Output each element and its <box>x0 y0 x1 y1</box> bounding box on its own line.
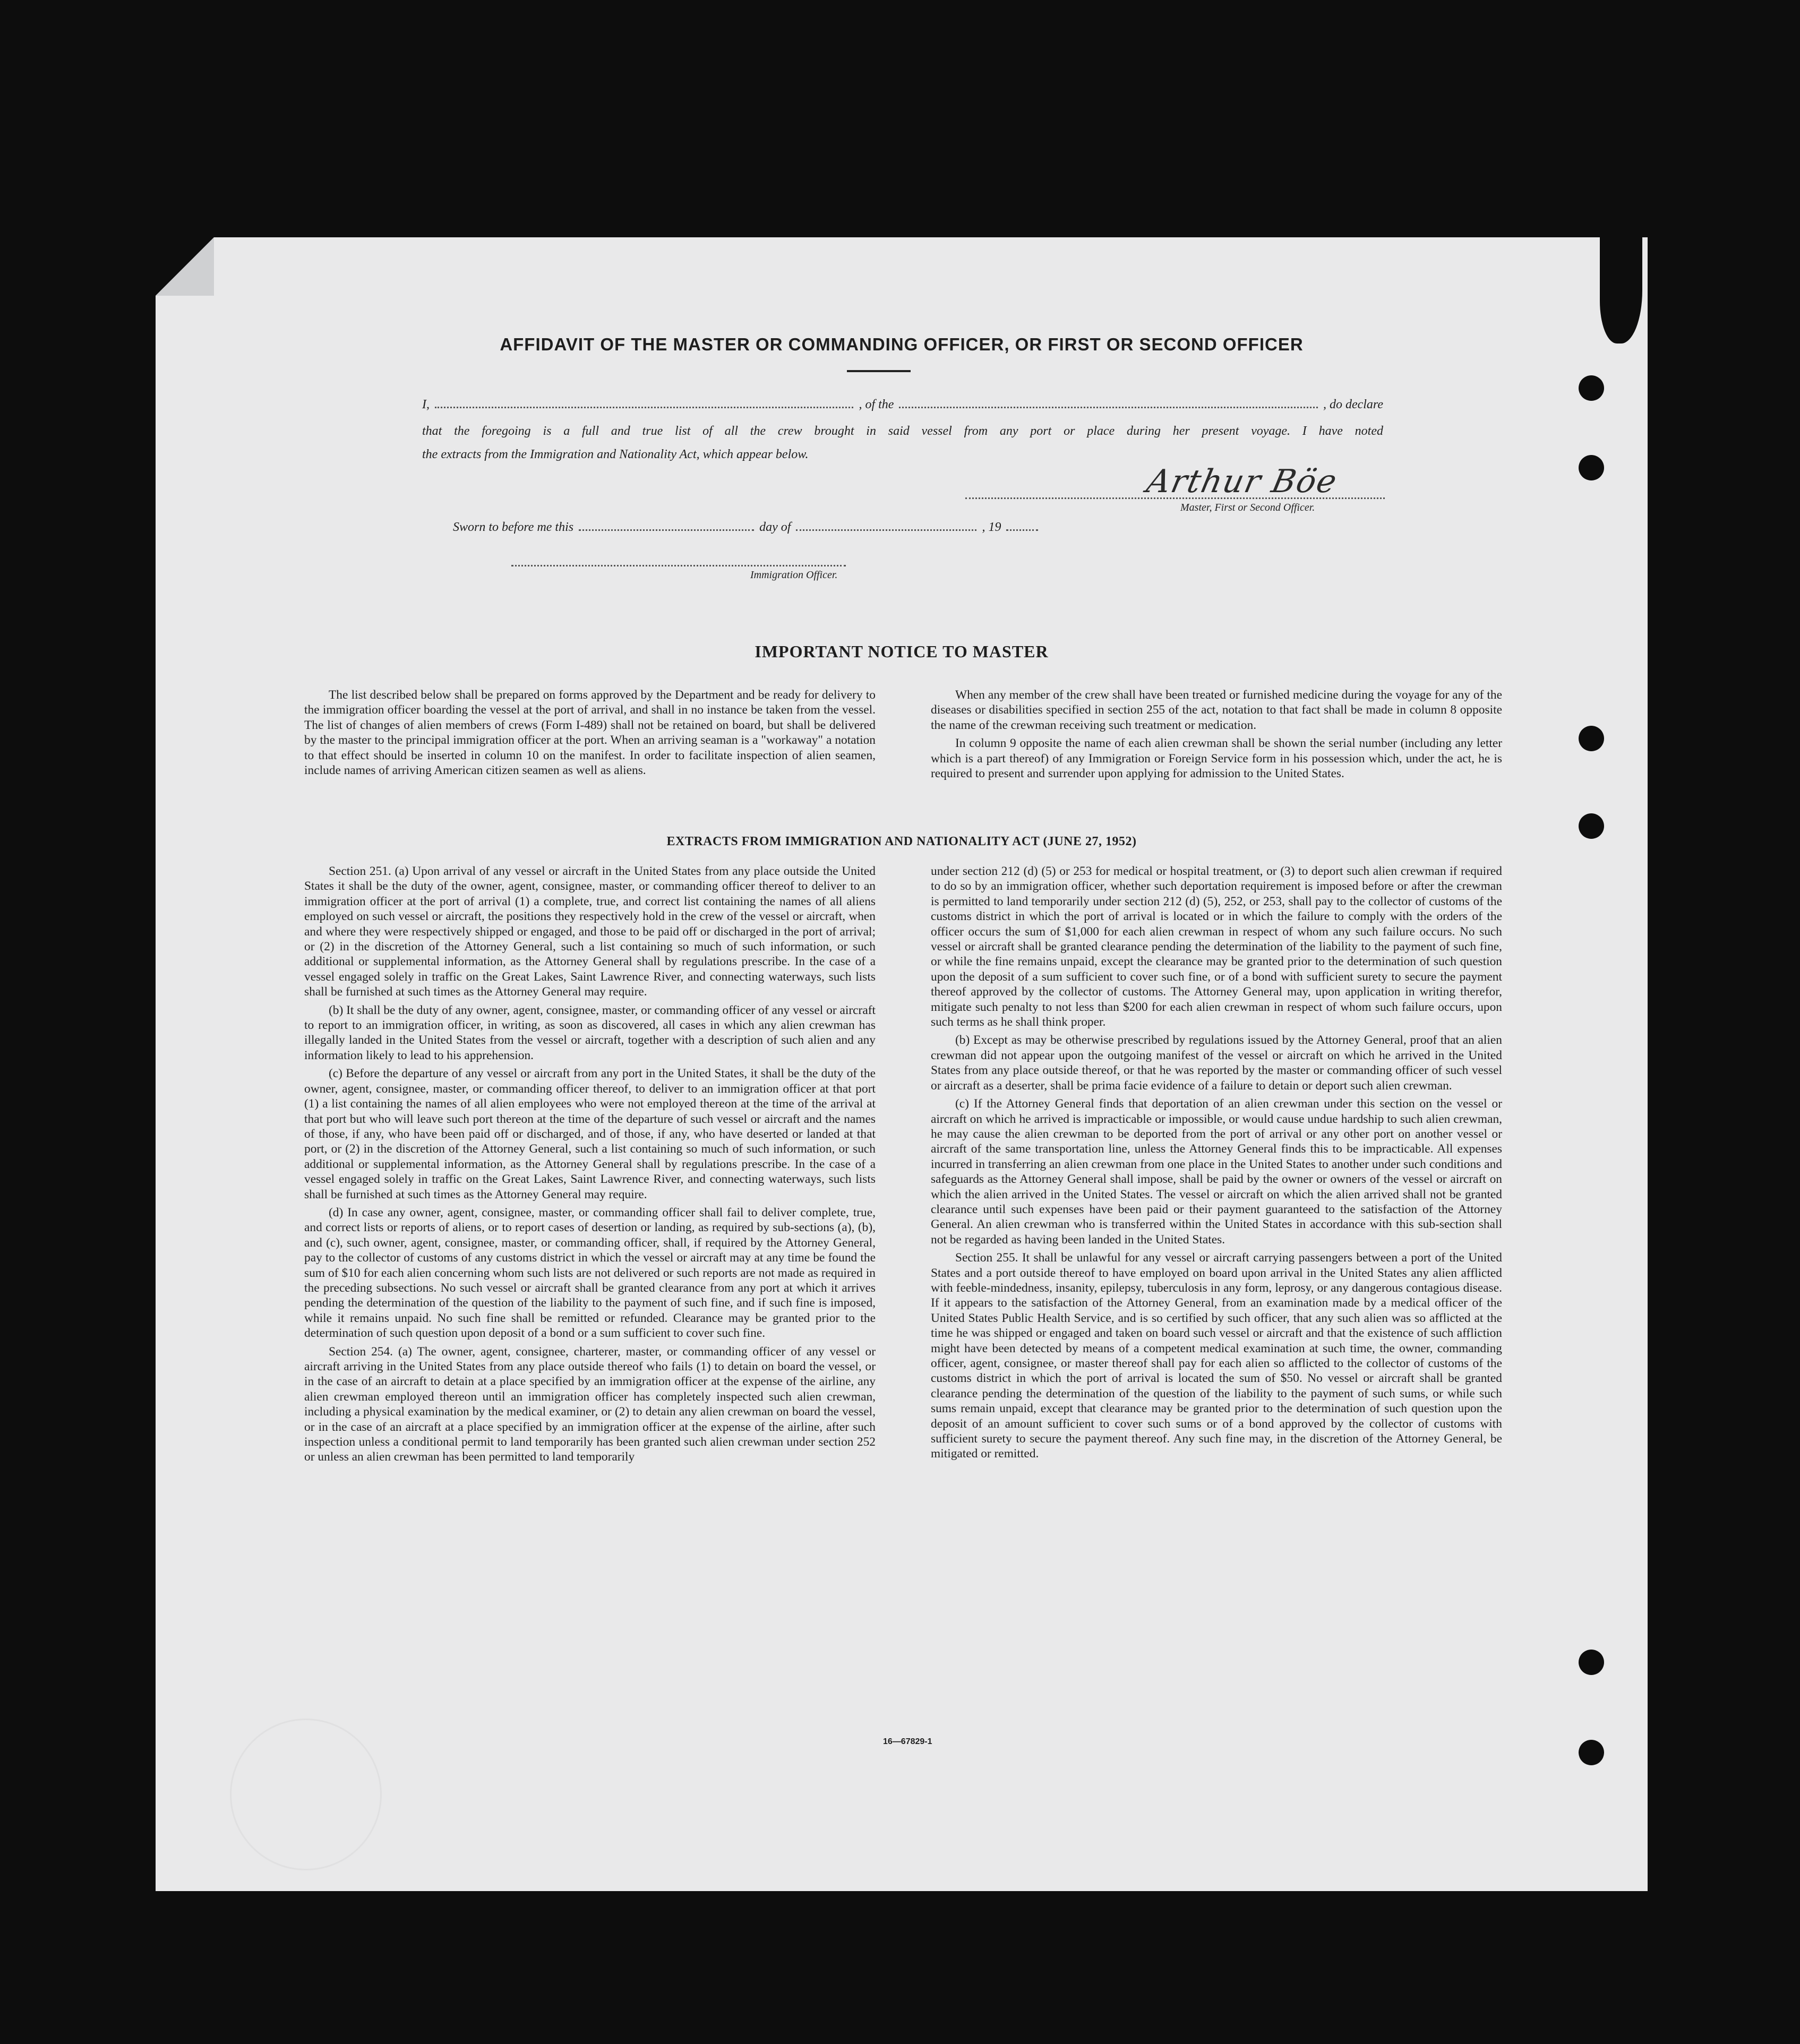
punch-hole-icon <box>1579 1650 1604 1675</box>
torn-edge <box>1600 237 1642 343</box>
title-divider <box>847 370 911 372</box>
do-declare-label: , do declare <box>1323 398 1384 411</box>
day-of-label: day of <box>759 520 791 534</box>
extract-paragraph: Section 255. It shall be unlawful for any vessel or aircraft carrying passengers between a port of the United States and a port outside thereof to have employed on board upon arrival in the United States any alien afflicted with feeble-mindedness, insanity, epilepsy, tuberculosis in any form, leprosy, or any dangerous contagious disease. If it appears to the satisfaction of the Attorney General, from an examination made by a medical officer of the United States Public Health Service, and is so certified by such officer, that any such alien was so afflicted at the time he was shipped or engaged and taken on board such vessel or aircraft and that the existence of such affliction might have been detected by means of a competent medical examination at such time, the owner, commanding officer, agent, consignee, or master thereof shall pay for each alien so afflicted to the collector of customs of the customs district in which the port of arrival is located the sum of $50. No vessel or aircraft shall be granted clearance pending the determination of the question of the liability to the payment of such sums, or while such sums remain unpaid, except that clearance may be granted prior to the determination of such question upon the deposit of an amount sufficient to cover such sums or of a bond approved by the collector of customs with sufficient surety to secure the payment thereof. Any such fine may, in the discretion of the Attorney General, be mitigated or remitted. <box>931 1251 1502 1461</box>
extract-paragraph: (b) Except as may be otherwise prescribed by regulations issued by the Attorney General, proof that an alien crewman did not appear upon the outgoing manifest of the vessel or aircraft on which he arrived in the United States from any place outside thereof, or that he was reported by the master or commanding officer of such vessel or aircraft as a deserter, shall be prima facie evidence of a failure to detain or deport such alien crewman. <box>931 1033 1502 1093</box>
affidavit-title: AFFIDAVIT OF THE MASTER OR COMMANDING OFFICER, OR FIRST OR SECOND OFFICER <box>500 334 1304 354</box>
punch-hole-icon <box>1579 455 1604 480</box>
extract-paragraph: (b) It shall be the duty of any owner, agent, consignee, master, or commanding officer of any vessel or aircraft to report to an immigration officer, in writing, as soon as discovered, all cases in which any alien crewman has illegally landed in the United States from the vessel or aircraft, together with a description of such alien and any information likely to lead to his apprehension. <box>304 1003 876 1062</box>
i-label: I, <box>422 398 430 411</box>
immigration-officer-line <box>511 565 846 566</box>
extracts-title: EXTRACTS FROM IMMIGRATION AND NATIONALITY ACT (JUNE 27, 1952) <box>666 835 1137 848</box>
year-label: , 19 <box>982 520 1001 534</box>
notice-left-column <box>304 688 876 778</box>
extracts-left-column <box>304 864 876 1465</box>
immigration-officer-caption: Immigration Officer. <box>750 569 838 581</box>
faint-stamp-icon <box>230 1719 382 1870</box>
month-blank[interactable] <box>796 529 976 531</box>
master-signature: Arthur Böe <box>1143 463 1341 500</box>
punch-hole-icon <box>1579 1740 1604 1765</box>
declaration-line-2: that the foregoing is a full and true list of all the crew brought in said vessel from any port or place during her present voyage. I have noted <box>422 424 1383 438</box>
notice-right-column <box>931 688 1502 781</box>
document-sheet <box>156 237 1648 1891</box>
day-blank[interactable] <box>579 529 754 531</box>
of-the-label: , of the <box>859 398 894 411</box>
sworn-label: Sworn to before me this <box>453 520 574 534</box>
vessel-blank[interactable] <box>899 407 1317 408</box>
extract-paragraph: Section 251. (a) Upon arrival of any vessel or aircraft in the United States from any place outside the United States it shall be the duty of the owner, agent, consignee, master, or commanding officer thereof to deliver to an immigration officer at the port of arrival (1) a complete, true, and correct list containing the names of all aliens employed on such vessel or aircraft, the positions they respectively hold in the crew of the vessel or aircraft, when and where they were respectively shipped or engaged, and those to be paid off or discharged in the port of arrival; or (2) in the discretion of the Attorney General, such a list containing so much of such information, or such additional or supplemental information, as the Attorney General shall by regulations prescribe. In the case of a vessel engaged solely in traffic on the Great Lakes, Saint Lawrence River, and connecting waterways, such lists shall be furnished at such times as the Attorney General may require. <box>304 864 876 999</box>
year-blank[interactable] <box>1006 529 1038 531</box>
punch-hole-icon <box>1579 726 1604 751</box>
declaration-line-1 <box>422 393 1383 416</box>
extract-paragraph: (d) In case any owner, agent, consignee, master, or commanding officer shall fail to deliver complete, true, and correct lists or reports of aliens, or to report cases of desertion or landing, as required by sub-sections (a), (b), and (c), such owner, agent, consignee, master, or commanding officer, shall, if required by the Attorney General, pay to the collector of customs of any customs district in which the vessel or aircraft may at any time be found the sum of $10 for each alien concerning whom such lists are not delivered or such reports are not made as required in the preceding subsections. No such vessel or aircraft shall be granted clearance from any port at which it arrives pending the determination of the question of the liability to the payment of such fine, and if such fine is imposed, while it remains unpaid. No such fine shall be remitted or refunded. Clearance may be granted prior to the determination of such question upon deposit of a bond or a sum sufficient to cover such fine. <box>304 1205 876 1341</box>
name-blank[interactable] <box>435 407 853 408</box>
declaration-line-3: the extracts from the Immigration and Nationality Act, which appear below. <box>422 448 809 461</box>
extract-paragraph: Section 254. (a) The owner, agent, consignee, charterer, master, or commanding officer of any vessel or aircraft arriving in the United States from any place outside thereof who fails (1) to detain on board the vessel, or in the case of an aircraft to detain at a place specified by an immigration officer at the expense of the airline, any alien crewman employed thereon until an immigration officer has completely inspected such alien crewman, including a physical examination by the medical examiner, or (2) to detain any alien crewman on board the vessel, or in the case of an aircraft at a place specified by an immigration officer at the expense of the airline, after such inspection unless a conditional permit to land temporarily has been granted such alien crewman under section 252 or unless an alien crewman has been permitted to land temporarily <box>304 1344 876 1464</box>
extract-paragraph: under section 212 (d) (5) or 253 for medical or hospital treatment, or (3) to deport such alien crewman if required to do so by an immigration officer, whether such deportation requirement is imposed before or after the crewman is permitted to land temporarily under section 212 (d) (5), 252, or 253, shall pay to the collector of customs of the customs district in which the port of arrival is located or in which the failure to comply with the orders of the officer occurs the sum of $1,000 for each alien crewman in respect of whom any such failure occurs. No such vessel or aircraft shall be granted clearance pending the determination of the liability to the payment of such fine, or while the fine remains unpaid, except the clearance may be granted prior to the determination of such question upon the deposit of a sum sufficient to cover such fine, or of a bond with sufficient surety to secure the payment thereof approved by the collector of customs. The Attorney General may, upon application in writing therefor, mitigate such penalty to not less than $200 for each alien crewman in respect of whom such failure occurs, upon such terms as he shall think proper. <box>931 864 1502 1029</box>
notice-paragraph: In column 9 opposite the name of each alien crewman shall be shown the serial number (including any letter which is a part thereof) of any Immigration or Foreign Service form in his possession which, under the act, he is required to present and surrender upon applying for admission to the United States. <box>931 736 1502 781</box>
sworn-line <box>453 520 1302 535</box>
notice-paragraph: The list described below shall be prepared on forms approved by the Department and be ready for delivery to the immigration officer boarding the vessel at the port of arrival, and shall in no instance be taken from the vessel. The list of changes of alien members of crews (Form I-489) shall not be retained on board, but shall be delivered by the master to the principal immigration officer at the port. When an arriving seaman is a "workaway" a notation to that effect should be inserted in column 10 on the manifest. In order to facilitate inspection of alien seamen, include names of arriving American citizen seamen as well as aliens. <box>304 688 876 778</box>
extract-paragraph: (c) If the Attorney General finds that deportation of an alien crewman under this section on the vessel or aircraft on which he arrived is impracticable or impossible, or would cause undue hardship to such alien crewman, he may cause the alien crewman to be deported from the port of arrival or any other port on another vessel or aircraft of the same transportation line, unless the Attorney General finds this to be impracticable. All expenses incurred in transferring an alien crewman from one place in the United States to another under such conditions and safeguards as the Attorney General shall impose, shall be paid by the owner or owners of the vessel or aircraft on which the alien arrived in the United States. The vessel or aircraft on which the alien arrived shall not be granted clearance until such expenses have been paid or their payment guaranteed to the satisfaction of the Attorney General. An alien crewman who is transferred within the United States in accordance with this sub-section shall not be regarded as having been landed in the United States. <box>931 1097 1502 1247</box>
signature-line <box>965 497 1385 499</box>
punch-hole-icon <box>1579 375 1604 401</box>
notice-paragraph: When any member of the crew shall have been treated or furnished medicine during the voyage for any of the diseases or disabilities specified in section 255 of the act, notation to that fact shall be made in column 8 opposite the name of the crewman receiving such treatment or medication. <box>931 688 1502 732</box>
extracts-right-column <box>931 864 1502 1462</box>
extract-paragraph: (c) Before the departure of any vessel or aircraft from any port in the United States, it shall be the duty of the owner, agent, consignee, master, or commanding officer thereof, to deliver to an immigration officer at that port (1) a list containing the names of all alien employees who were not employed thereon at the time of the arrival at that port but who will leave such port thereon at the time of the departure of such vessel or aircraft and the names of those, if any, who have been paid off or discharged, and of those, if any, who have deserted or landed at that port, or (2) in the discretion of the Attorney General, such a list containing so much of such information, or such additional or supplemental information, as the Attorney General shall by regulations prescribe. In the case of a vessel engaged solely in traffic on the Great Lakes, Saint Lawrence River, and connecting waterways, such lists shall be furnished at such times as the Attorney General may require. <box>304 1067 876 1201</box>
signature-caption: Master, First or Second Officer. <box>1180 502 1315 513</box>
notice-title: IMPORTANT NOTICE TO MASTER <box>755 642 1049 661</box>
form-number: 16—67829-1 <box>883 1737 932 1746</box>
folded-corner-flap <box>156 237 214 296</box>
